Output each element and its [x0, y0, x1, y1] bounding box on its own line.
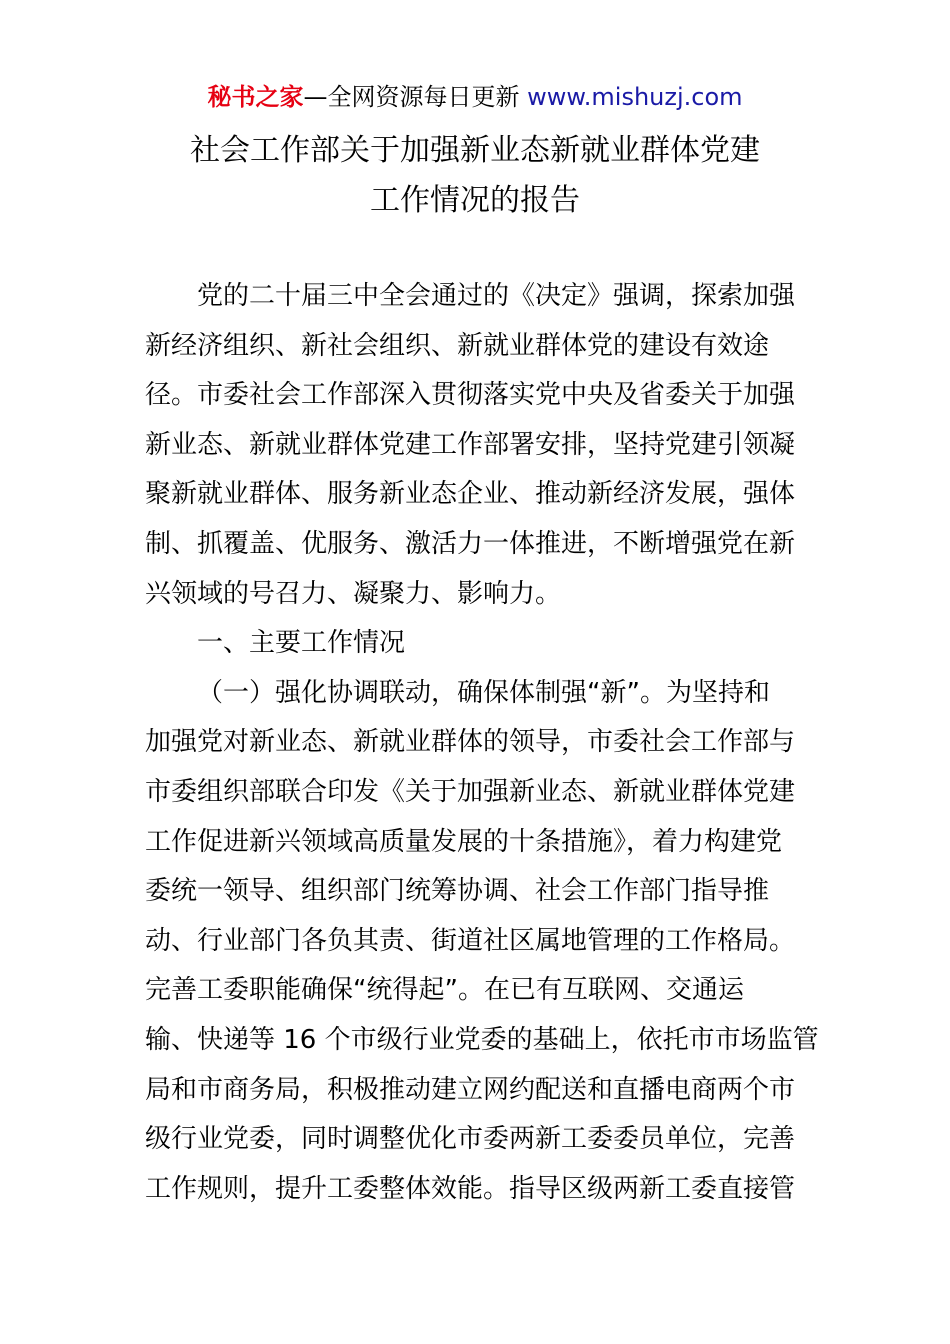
site-url-link[interactable]: www.mishuzj.com	[527, 83, 743, 111]
body-line: 党的二十届三中全会通过的《决定》强调，探索加强	[197, 281, 796, 311]
body-line: 动、行业部门各负其责、街道社区属地管理的工作格局。	[145, 925, 796, 956]
body-line: 径。市委社会工作部深入贯彻落实党中央及省委关于加强	[145, 380, 796, 411]
body-line: 局和市商务局，积极推动建立网约配送和直播电商两个市	[145, 1074, 796, 1105]
body-line: 市委组织部联合印发《关于加强新业态、新就业群体党建	[145, 776, 796, 807]
body-line: 新业态、新就业群体党建工作部署安排，坚持党建引领凝	[145, 429, 796, 460]
title-line-2: 工作情况的报告	[370, 183, 580, 218]
body-line: 完善工委职能确保“统得起”。在已有互联网、交通运	[145, 975, 744, 1006]
body-line: 级行业党委，同时调整优化市委两新工委委员单位，完善	[145, 1124, 796, 1155]
body-line: 兴领域的号召力、凝聚力、影响力。	[145, 578, 562, 609]
site-header	[0, 80, 950, 114]
body-line: 输、快递等 16 个市级行业党委的基础上，依托市市场监管	[145, 1024, 819, 1055]
site-brand: 秘书之家	[207, 83, 304, 111]
body-line: 加强党对新业态、新就业群体的领导，市委社会工作部与	[145, 727, 796, 758]
document-title	[0, 126, 950, 226]
body-line: 工作规则，提升工委整体效能。指导区级两新工委直接管	[145, 1173, 796, 1204]
body-line: 工作促进新兴领域高质量发展的十条措施》，着力构建党	[145, 826, 783, 857]
subsection-heading-line: （一）强化协调联动，确保体制强“新”。为坚持和	[197, 677, 770, 708]
site-slogan: —全网资源每日更新	[303, 83, 528, 111]
title-line-1: 社会工作部关于加强新业态新就业群体党建	[190, 133, 760, 168]
section-heading: 一、主要工作情况	[197, 628, 406, 659]
body-line: 委统一领导、组织部门统筹协调、社会工作部门指导推	[145, 876, 770, 907]
body-line: 新经济组织、新社会组织、新就业群体党的建设有效途	[145, 330, 770, 361]
document-body	[145, 272, 825, 1214]
body-line: 制、抓覆盖、优服务、激活力一体推进，不断增强党在新	[145, 528, 796, 559]
body-line: 聚新就业群体、服务新业态企业、推动新经济发展，强体	[145, 479, 796, 510]
